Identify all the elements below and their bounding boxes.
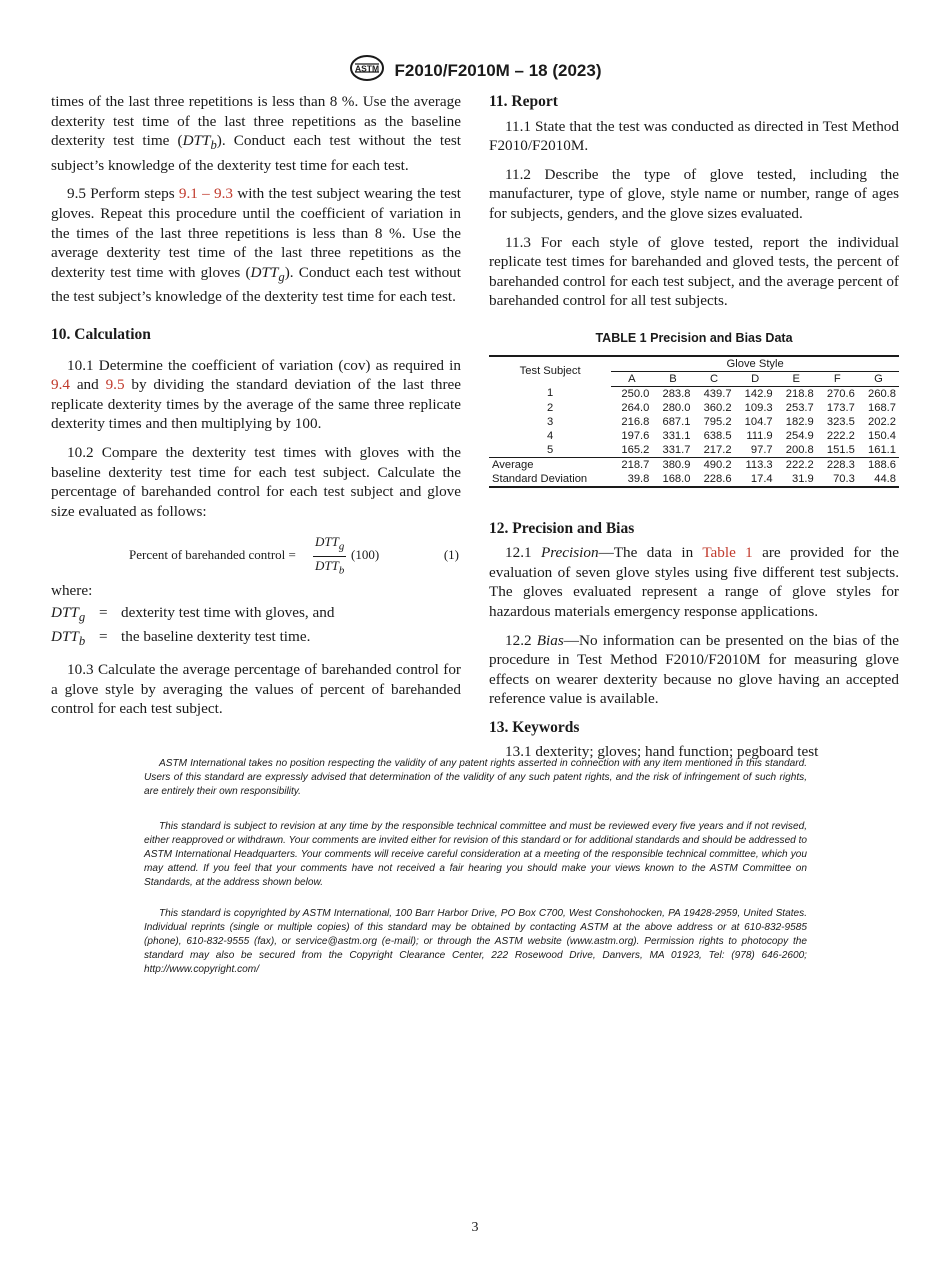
table-cell: 254.9 (785, 429, 814, 442)
paragraph-11-3: 11.3 For each style of glove tested, report the individual replicate test times for barehanded and gloved tests, the percent of barehanded control for each test subject, and the average percent of barehanded control for all test subjects. (489, 233, 899, 310)
svg-text:ASTM: ASTM (354, 63, 379, 74)
table-cell: 168.0 (652, 472, 693, 487)
table-cell: 638.5 (703, 429, 732, 442)
table-cell: 228.3 (817, 457, 858, 472)
table-cell: 197.6 (621, 429, 650, 442)
table-cell: 228.6 (693, 472, 734, 487)
table-row (489, 415, 899, 429)
copyright-notice: This standard is copyrighted by ASTM International, 100 Barr Harbor Drive, PO Box C700, West Conshohocken, PA 19428-2959, United States. Individual reprints (single or multiple copies) of this standard may be obtained by contacting ASTM at the above address or at 610-832-9585 (phone), 610-832-9555 (fax), or service@astm.org (e-mail); or through the ASTM website (www.astm.org). Permission rights to photocopy the standard may also be secured from the Copyright Clearance Center, 222 Rosewood Drive, Danvers, MA 01923, Tel: (978) 646-2600; http://www.copyright.com/ (144, 908, 807, 975)
table-cell: 104.7 (744, 415, 773, 428)
where-label: where: (51, 582, 93, 600)
definition-dttb: $DTT_b$ = the baseline dexterity test time. (51, 627, 311, 648)
left-column (51, 92, 461, 719)
equation-1: Percent of barehanded control = $DTT_g$ $DTT_b$ (100) (1) (51, 531, 461, 575)
paragraph-10-1: 10.1 Determine the coefficient of variation (cov) as required in 9.4 and 9.5 by dividing the standard deviation of the last three replicate dexterity times by the average of the same three replicate dexterity times and then multiplying by 100. (51, 356, 461, 433)
table-cell: 44.8 (858, 472, 899, 487)
heading-report: 11. Report (489, 93, 558, 110)
table-cell: 111.9 (746, 429, 773, 442)
table-cell: 360.2 (703, 401, 732, 414)
table-cell: 331.1 (662, 429, 691, 442)
heading-precision-bias: 12. Precision and Bias (489, 519, 635, 537)
table-cell: 168.7 (868, 401, 896, 414)
link-steps-9-1-9-3[interactable]: 9.1 – 9.3 (178, 185, 233, 203)
paragraph-10-2: 10.2 Compare the dexterity test times with gloves with the baseline dexterity test time for each test subject. Calculate the percentage of barehanded control for each test subject and glove size evaluated as follows: (51, 443, 461, 520)
table-cell: 250.0 (621, 387, 650, 400)
table-cell: 380.9 (652, 457, 693, 472)
table-cell: 113.3 (735, 457, 776, 472)
table-cell: 270.6 (826, 387, 855, 400)
table-cell: 161.1 (868, 443, 896, 456)
table-cell: 70.3 (817, 472, 858, 487)
link-9-4[interactable]: 9.4 (51, 376, 70, 394)
column-header-style: C (693, 371, 734, 386)
row-label: 2 (547, 401, 554, 414)
equation-number: (1) (443, 547, 459, 563)
page-header (0, 54, 950, 87)
document-designation: F2010/F2010M – 18 (2023) (394, 60, 602, 80)
link-table-1[interactable]: Table 1 (702, 544, 753, 562)
definitions-list (51, 603, 461, 651)
row-label: 1 (547, 387, 554, 400)
precision-bias-table (489, 355, 899, 488)
table-body (489, 386, 899, 487)
table-cell: 490.2 (693, 457, 734, 472)
table-cell: 795.2 (703, 415, 732, 428)
table-cell: 323.5 (826, 415, 855, 428)
table-cell: 151.5 (826, 443, 855, 456)
table-cell: 280.0 (662, 401, 691, 414)
table-row (489, 472, 899, 487)
revision-notice: This standard is subject to revision at any time by the responsible technical committee and must be reviewed every five years and if not revised, either reapproved or withdrawn. Your comments are invited either for revision of this standard or for additional standards and should be addressed to ASTM International Headquarters. Your comments will receive careful consideration at a meeting of the responsible technical committee, which you may attend. If you feel that your comments have not received a fair hearing you should make your views known to the ASTM Committee on Standards, at the address shown below. (144, 821, 808, 888)
paragraph-13-1: 13.1 dexterity; gloves; hand function; pegboard test (505, 743, 819, 761)
table-cell: 218.8 (785, 387, 814, 400)
row-label: 3 (547, 415, 554, 428)
table-cell: 202.2 (868, 415, 896, 428)
table-cell: 142.9 (744, 387, 773, 400)
table-row (489, 443, 899, 458)
link-9-5[interactable]: 9.5 (105, 376, 125, 394)
table-cell: 222.2 (826, 429, 855, 442)
table-cell: 109.3 (744, 401, 773, 414)
row-label: Standard Deviation (489, 472, 611, 487)
column-header-test-subject: Test Subject (489, 356, 611, 387)
column-header-style: E (776, 371, 817, 386)
paragraph-12-1: 12.1 Precision—The data in Table 1 are provided for the evaluation of seven glove styles using five different test subjects. The gloves evaluated represent a range of glove styles for hazardous materials emergency response applications. (489, 544, 900, 620)
definition-dttg: $DTT_g$ = dexterity test time with gloves, and (51, 603, 335, 624)
paragraph-11-1: 11.1 State that the test was conducted as directed in Test Method F2010/F2010M. (489, 117, 899, 155)
paragraph-11-2: 11.2 Describe the type of glove tested, including the manufacturer, type of glove, style name or number, range of ages for subjects, genders, and the glove sizes evaluated. (489, 165, 899, 222)
right-column (489, 92, 899, 762)
table-row (489, 429, 899, 443)
table-cell: 165.2 (621, 443, 650, 456)
column-header-style: G (858, 371, 899, 386)
equation-fraction: $DTT_g$ $DTT_b$ (315, 534, 345, 577)
page-number: 3 (471, 1220, 479, 1235)
table-cell: 218.7 (611, 457, 652, 472)
column-header-style: F (817, 371, 858, 386)
table-cell: 283.8 (662, 387, 691, 400)
row-label: 4 (547, 429, 554, 442)
column-header-glove-style: Glove Style (611, 356, 899, 372)
paragraph-10-3: 10.3 Calculate the average percentage of barehanded control for a glove style by averaging the values of percent of barehanded control for each test subject. (51, 661, 461, 718)
table-cell: 200.8 (785, 443, 814, 456)
table-cell: 216.8 (621, 415, 650, 428)
table-cell: 17.4 (735, 472, 776, 487)
table-cell: 182.9 (785, 415, 814, 428)
table-cell: 253.7 (785, 401, 814, 414)
paragraph-9-5: 9.5 Perform steps 9.1 – 9.3 with the test subject wearing the test gloves. Repeat this procedure until the coefficient of variation in the times of the last three repetitions is less than 8 %. Use the average dexterity test time of the last three repetitions as the dexterity test time with gloves $(DTT_g)$. Conduct each test without the test subject’s knowledge of the dexterity test time for each test. (51, 185, 461, 306)
heading-calculation: 10. Calculation (51, 326, 151, 343)
table-row (489, 457, 899, 472)
table-cell: 264.0 (621, 401, 650, 414)
table-cell: 260.8 (868, 387, 896, 400)
table-cell: 150.4 (868, 429, 896, 442)
heading-keywords: 13. Keywords (489, 718, 580, 736)
table-cell: 31.9 (776, 472, 817, 487)
table-cell: 439.7 (703, 387, 732, 400)
column-header-style: D (735, 371, 776, 386)
table-row (489, 386, 899, 401)
column-header-style: B (652, 371, 693, 386)
table-title: TABLE 1 Precision and Bias Data (595, 330, 793, 345)
row-label: Average (489, 457, 611, 472)
row-label: 5 (547, 443, 554, 456)
paragraph-9-4-continued: times of the last three repetitions is less than 8 %. Use the average dexterity test time of the last three repetitions as the baseline dexterity test time $(DTT_b)$. Conduct each test without the test subject’s knowledge of the dexterity test time for each test. (51, 93, 462, 174)
table-cell: 217.2 (703, 443, 732, 456)
table-row (489, 401, 899, 415)
patent-notice: ASTM International takes no position respecting the validity of any patent rights asserted in connection with any item mentioned in this standard. Users of this standard are expressly advised that determination of the validity of any such patent rights, and the risk of infringement of such rights, are entirely their own responsibility. (144, 758, 807, 797)
table-cell: 188.6 (858, 457, 899, 472)
table-cell: 687.1 (662, 415, 691, 428)
table-cell: 222.2 (776, 457, 817, 472)
paragraph-12-2: 12.2 Bias—No information can be presented on the bias of the procedure in Test Method F2010/F2010M for measuring glove effects on wearer dexterity because no glove having an accepted reference value is available. (489, 631, 900, 708)
column-header-style: A (611, 371, 652, 386)
table-cell: 39.8 (611, 472, 652, 487)
table-cell: 97.7 (750, 443, 773, 456)
astm-logo-icon (349, 54, 385, 87)
table-cell: 173.7 (826, 401, 855, 414)
table-cell: 331.7 (662, 443, 691, 456)
